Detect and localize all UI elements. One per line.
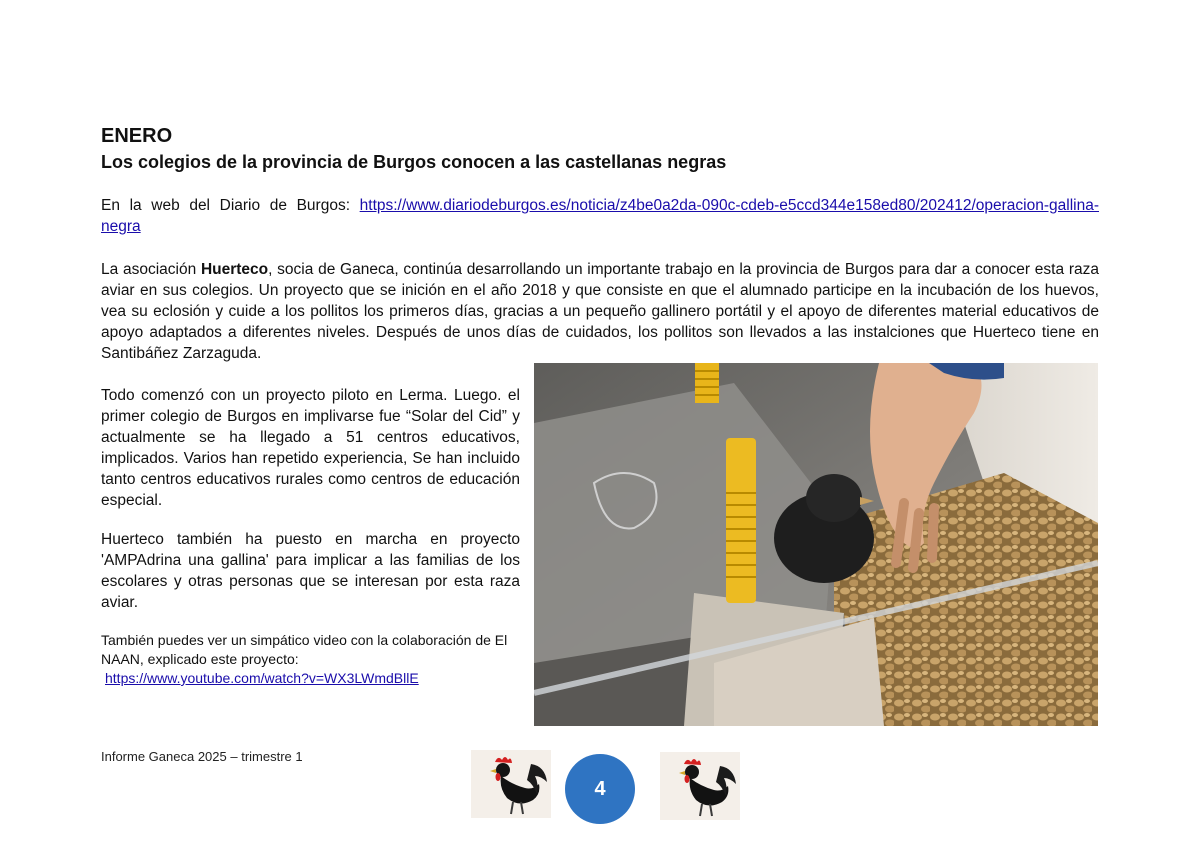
- web-reference-label: En la web del Diario de Burgos:: [101, 197, 351, 214]
- rooster-icon: [660, 752, 740, 820]
- article-headline: Los colegios de la provincia de Burgos conocen a las castellanas negras: [101, 152, 727, 172]
- intro-paragraph: [101, 259, 1099, 364]
- youtube-link[interactable]: https://www.youtube.com/watch?v=WX3LWmdBllE: [105, 670, 419, 686]
- web-reference: [101, 195, 1099, 237]
- intro-association-name: Huerteco: [200, 261, 269, 278]
- ampadrina-paragraph: Huerteco también ha puesto en marcha en proyecto 'AMPAdrina una gallina' para implicar a las familias de los escolares y otras personas que se interesan por esta raza aviar.: [101, 531, 520, 611]
- pilot-project-paragraph: Todo comenzó con un proyecto piloto en Lerma. Luego. el primer colegio de Burgos en implivarse fue “Solar del Cid” y actualmente se ha llegado a 51 centros educativos, implicados. Varios han repetido experiencia, Se han incluido tanto centros educativos rurales como centros de educación especial.: [101, 387, 520, 509]
- page-number-badge: 4: [565, 754, 635, 824]
- report-footer: Informe Ganeca 2025 – trimestre 1: [101, 749, 303, 764]
- month-heading: ENERO: [101, 125, 173, 147]
- chick-photo: [534, 363, 1098, 726]
- rooster-icon: [471, 750, 551, 818]
- video-reference: [101, 631, 520, 688]
- intro-text-start: La asociación: [101, 261, 201, 278]
- diario-burgos-link[interactable]: https://www.diariodeburgos.es/noticia/z4be0a2da-090c-cdeb-e5ccd344e158ed80/202412/operacion-gallina-negra: [101, 197, 1099, 235]
- intro-text-rest: , socia de Ganeca, continúa desarrollando un importante trabajo en la provincia de Burgos para dar a conocer esta raza aviar en sus colegios. Un proyecto que se inición en el año 2018 y que consiste en que el alumnado participe en la incubación de los huevos, vea su eclosión y cuide a los pollitos los primeros días, gracias a un pequeño gallinero portátil y el apoyo de diferentes material educativos de apoyo adaptados a diferentes niveles. Después de unos días de cuidados, los pollitos son llevados a las instalciones que Huerteco tiene en Santibáñez Zarzaguda.: [101, 261, 1099, 362]
- video-reference-text: También puedes ver un simpático video con la colaboración de El NAAN, explicado este proyecto:: [101, 632, 508, 667]
